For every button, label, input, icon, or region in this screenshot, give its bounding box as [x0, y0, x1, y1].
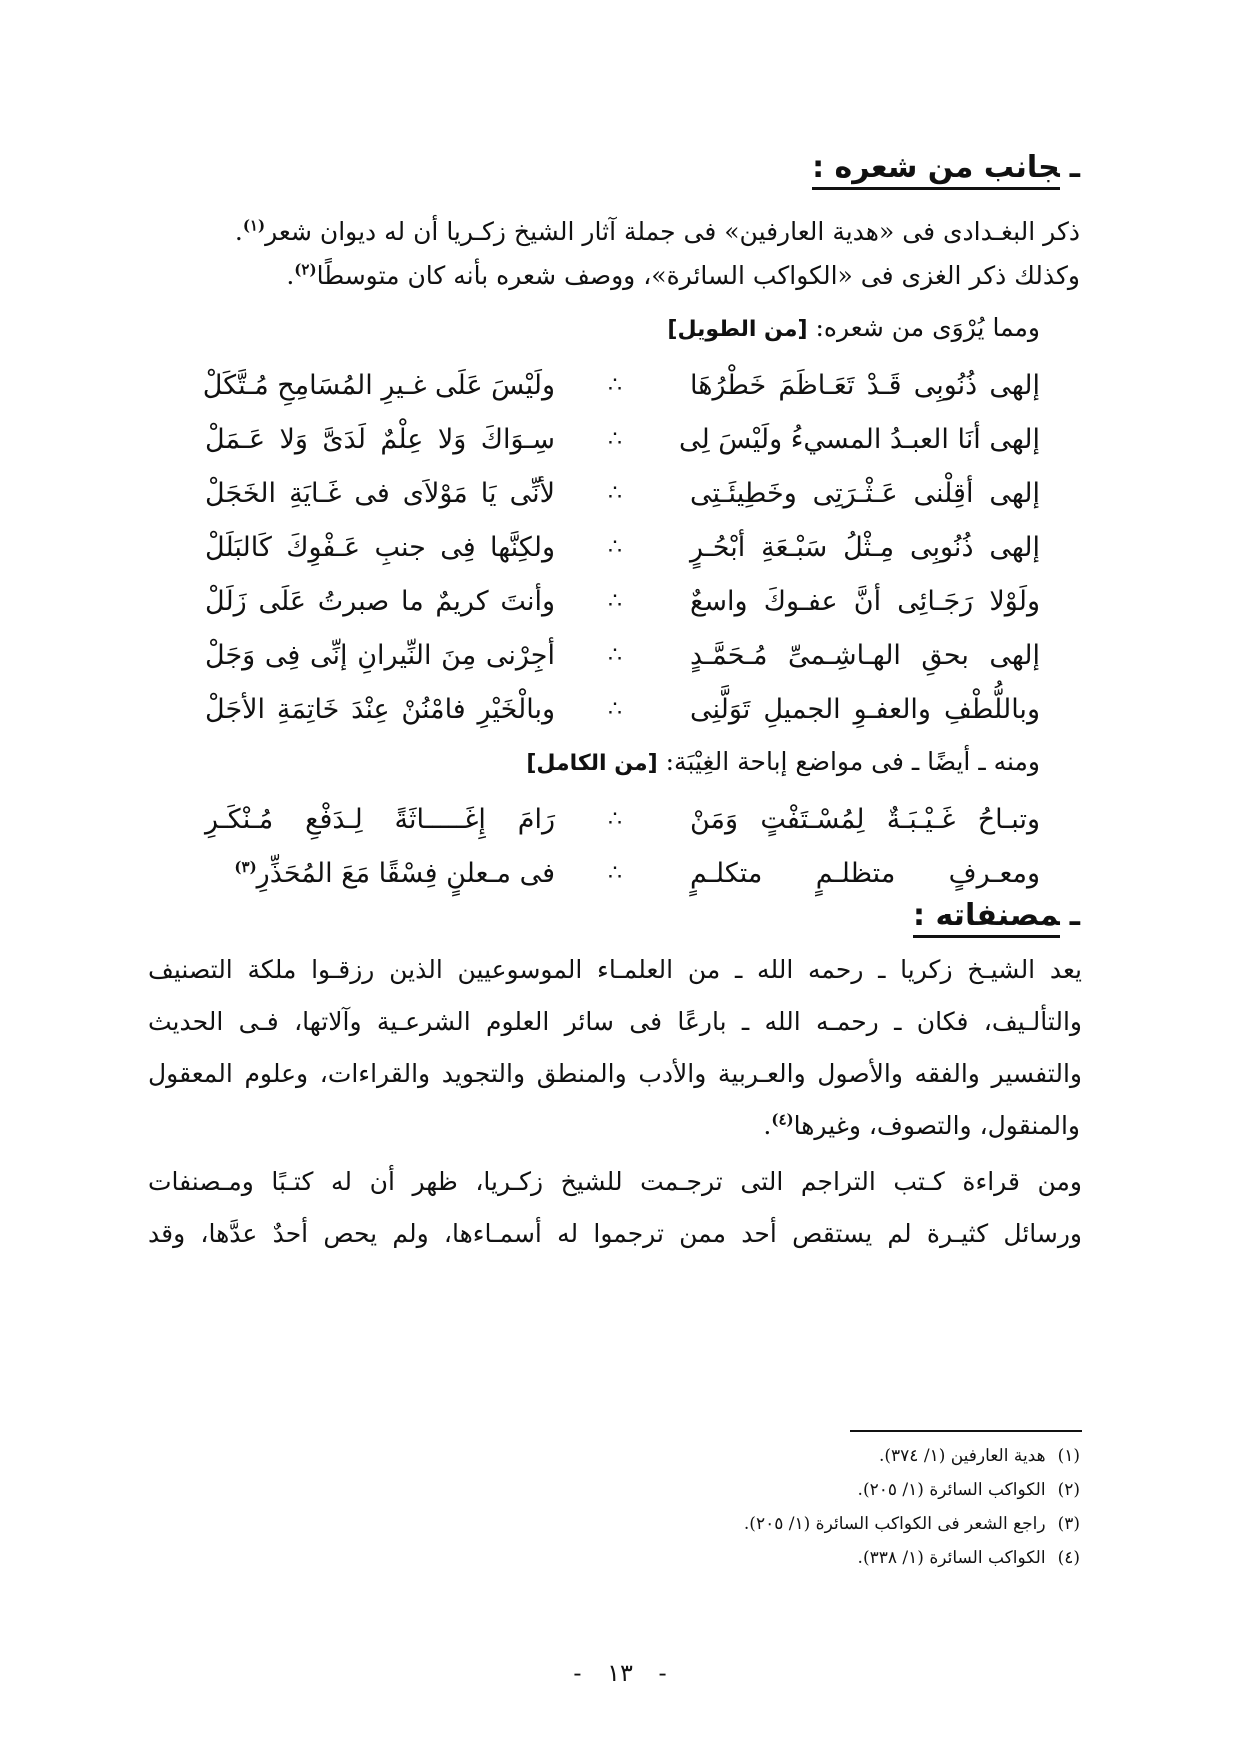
paragraph-line: يعد الشيـخ زكريا ـ رحمه الله ـ من العلمـاء الموسوعيين الذين رزقـوا ملكة التصنيف — [148, 955, 1082, 984]
heading-dash: ـ — [1069, 150, 1080, 185]
verse-second-hemistich: وبالْخَيْرِ فامْنُنْ عِنْدَ خَاتِمَةِ الأجَلْ — [205, 694, 555, 725]
paragraph-end: . — [286, 261, 295, 290]
paragraph-text: والمنقول، والتصوف، وغيرها — [793, 1111, 1080, 1140]
poem-intro — [526, 742, 1040, 784]
poem-meter: [من الطويل] — [667, 317, 808, 342]
verse-second-hemistich: أجِرْنى مِنَ النِّيرانِ إنِّى فِى وَجَلْ — [205, 640, 555, 671]
poem-verse — [0, 684, 1240, 736]
paragraph-line — [235, 212, 1080, 252]
verse-separator: ∴ — [608, 807, 622, 832]
verse-second-hemistich: ولَيْسَ عَلَى غـيرِ المُسَامِحِ مُـتَّكَلْ — [202, 370, 555, 401]
paragraph-line — [763, 1106, 1080, 1146]
verse-second-hemistich: لأنِّى يَا مَوْلاَى فى غَـايَةِ الخَجَلْ — [205, 478, 555, 509]
paragraph-line: والتألـيف، فكان ـ رحمـه الله ـ بارعًا فى سائر العلوم الشرعـية وآلاتها، فـى الحديث — [148, 1007, 1082, 1036]
section-heading-works — [913, 896, 1080, 936]
verse-first-hemistich: وتبـاحُ غَـيْـبَـةٌ لِمُسْـتَفْتٍ وَمَنْ — [690, 804, 1040, 835]
verse-second-hemistich — [205, 848, 555, 900]
footnote-number: (٤) — [1057, 1548, 1080, 1568]
heading-title: مصنفاته : — [913, 898, 1060, 938]
poem-verse — [0, 522, 1240, 574]
footnote — [744, 1511, 1080, 1537]
paragraph-end: . — [234, 217, 243, 246]
verse-second-hemistich: رَامَ إِغَـــــاثَةً لِـدَفْعِ مُـنْكَـرِ — [205, 804, 555, 835]
verse-separator: ∴ — [608, 535, 622, 560]
heading-title: جانب من شعره : — [812, 150, 1060, 190]
paragraph-line — [286, 256, 1080, 296]
footnote-ref: (١) — [242, 216, 266, 235]
footnote-ref: (٢) — [294, 260, 317, 279]
footnote-number: (١) — [1057, 1446, 1080, 1466]
verse-separator: ∴ — [608, 643, 622, 668]
verse-first-hemistich: إلهى أقِلْنى عَـثْـرَتِى وخَطِيئَـتِى — [690, 478, 1040, 509]
verse-separator: ∴ — [608, 481, 622, 506]
footnote-text: الكواكب السائرة (١/ ٢٠٥). — [857, 1480, 1046, 1500]
poem-intro — [667, 308, 1040, 350]
page-number: - ١٣ - — [573, 1659, 667, 1687]
footnote-text: راجع الشعر فى الكواكب السائرة (١/ ٢٠٥). — [743, 1514, 1046, 1534]
verse-first-hemistich: إلهى أنَا العبـدُ المسيءُ ولَيْسَ لِى — [678, 424, 1040, 455]
verse-separator: ∴ — [608, 373, 622, 398]
poem-verse — [0, 630, 1240, 682]
verse-first-hemistich: وباللُّطْفِ والعفـوِ الجميلِ تَوَلَّنِى — [690, 694, 1040, 725]
verse-first-hemistich: إلهى بحقِ الهـاشِـمىِّ مُـحَمَّـدٍ — [690, 640, 1040, 671]
poem-verse — [0, 360, 1240, 412]
paragraph-line: ومن قراءة كـتب التراجم التى ترجـمت للشيخ زكـريا، ظهر أن له كتـبًا ومـصنفات — [148, 1167, 1082, 1196]
poem-verse — [0, 794, 1240, 846]
poem-intro-text: ومما يُرْوَى من شعره: — [807, 313, 1040, 342]
verse-first-hemistich: إلهى ذُنُوبِى مِـثْلُ سَبْـعَةِ أبْحُـرٍ — [690, 532, 1040, 563]
verse-second-hemistich: وأنتَ كريمٌ ما صبرتُ عَلَى زَلَلْ — [205, 586, 555, 617]
verse-separator: ∴ — [608, 589, 622, 614]
poem-intro-text: ومنه ـ أيضًا ـ فى مواضع إباحة الغِيْبَة: — [657, 747, 1040, 776]
poem-verse — [0, 414, 1240, 466]
section-heading-poetry — [812, 148, 1080, 188]
paragraph-text: وكذلك ذكر الغزى فى «الكواكب السائرة»، ووصف شعره بأنه كان متوسطًا — [316, 261, 1080, 290]
verse-separator: ∴ — [608, 697, 622, 722]
footnote-number: (٢) — [1057, 1480, 1080, 1500]
footnote — [879, 1443, 1080, 1469]
verse-first-hemistich: ومعـرفٍ متظلـمٍ متكلـمٍ — [690, 858, 1040, 889]
footnote-separator — [850, 1430, 1082, 1432]
footnote-text: الكواكب السائرة (١/ ٣٣٨). — [857, 1548, 1046, 1568]
footnote-ref: (٤) — [771, 1110, 794, 1129]
poem-verse — [0, 576, 1240, 628]
heading-dash: ـ — [1069, 898, 1080, 933]
verse-second-text: فى مـعلنٍ فِسْقًا مَعَ المُحَذِّرِ — [256, 858, 555, 889]
paragraph-line: والتفسير والفقه والأصول والعـربية والأدب والمنطق والتجويد والقراءات، وعلوم المعقول — [148, 1059, 1082, 1088]
poem-verse — [0, 848, 1240, 900]
verse-second-hemistich: سِـوَاكَ وَلا عِلْمٌ لَدَىَّ وَلا عَـمَلْ — [205, 424, 555, 455]
verse-separator: ∴ — [608, 861, 622, 886]
footnote-text: هدية العارفين (١/ ٣٧٤). — [878, 1446, 1046, 1466]
footnote-number: (٣) — [1057, 1514, 1080, 1534]
verse-first-hemistich: ولَوْلا رَجَـائِى أنَّ عفـوكَ واسعٌ — [690, 586, 1040, 617]
verse-first-hemistich: إلهى ذُنُوبِى قَـدْ تَعَـاظَمَ خَطْرُهَا — [690, 370, 1040, 401]
footnote — [858, 1545, 1080, 1571]
verse-separator: ∴ — [608, 427, 622, 452]
footnote-ref: (٣) — [234, 858, 257, 876]
paragraph-line: ورسائل كثيـرة لم يستقص أحد ممن ترجموا له أسمـاءها، ولم يحص أحدٌ عدَّها، وقد — [148, 1219, 1082, 1248]
paragraph-end: . — [763, 1111, 772, 1140]
poem-verse — [0, 468, 1240, 520]
poem-meter: [من الكامل] — [526, 751, 658, 776]
verse-second-hemistich: ولكِنَّها فِى جنبِ عَـفْوِكَ كَالبَلَلْ — [205, 532, 555, 563]
paragraph-text: ذكر البغـدادى فى «هدية العارفين» فى جملة آثار الشيخ زكـريا أن له ديوان شعر — [265, 217, 1080, 246]
footnote — [858, 1477, 1080, 1503]
